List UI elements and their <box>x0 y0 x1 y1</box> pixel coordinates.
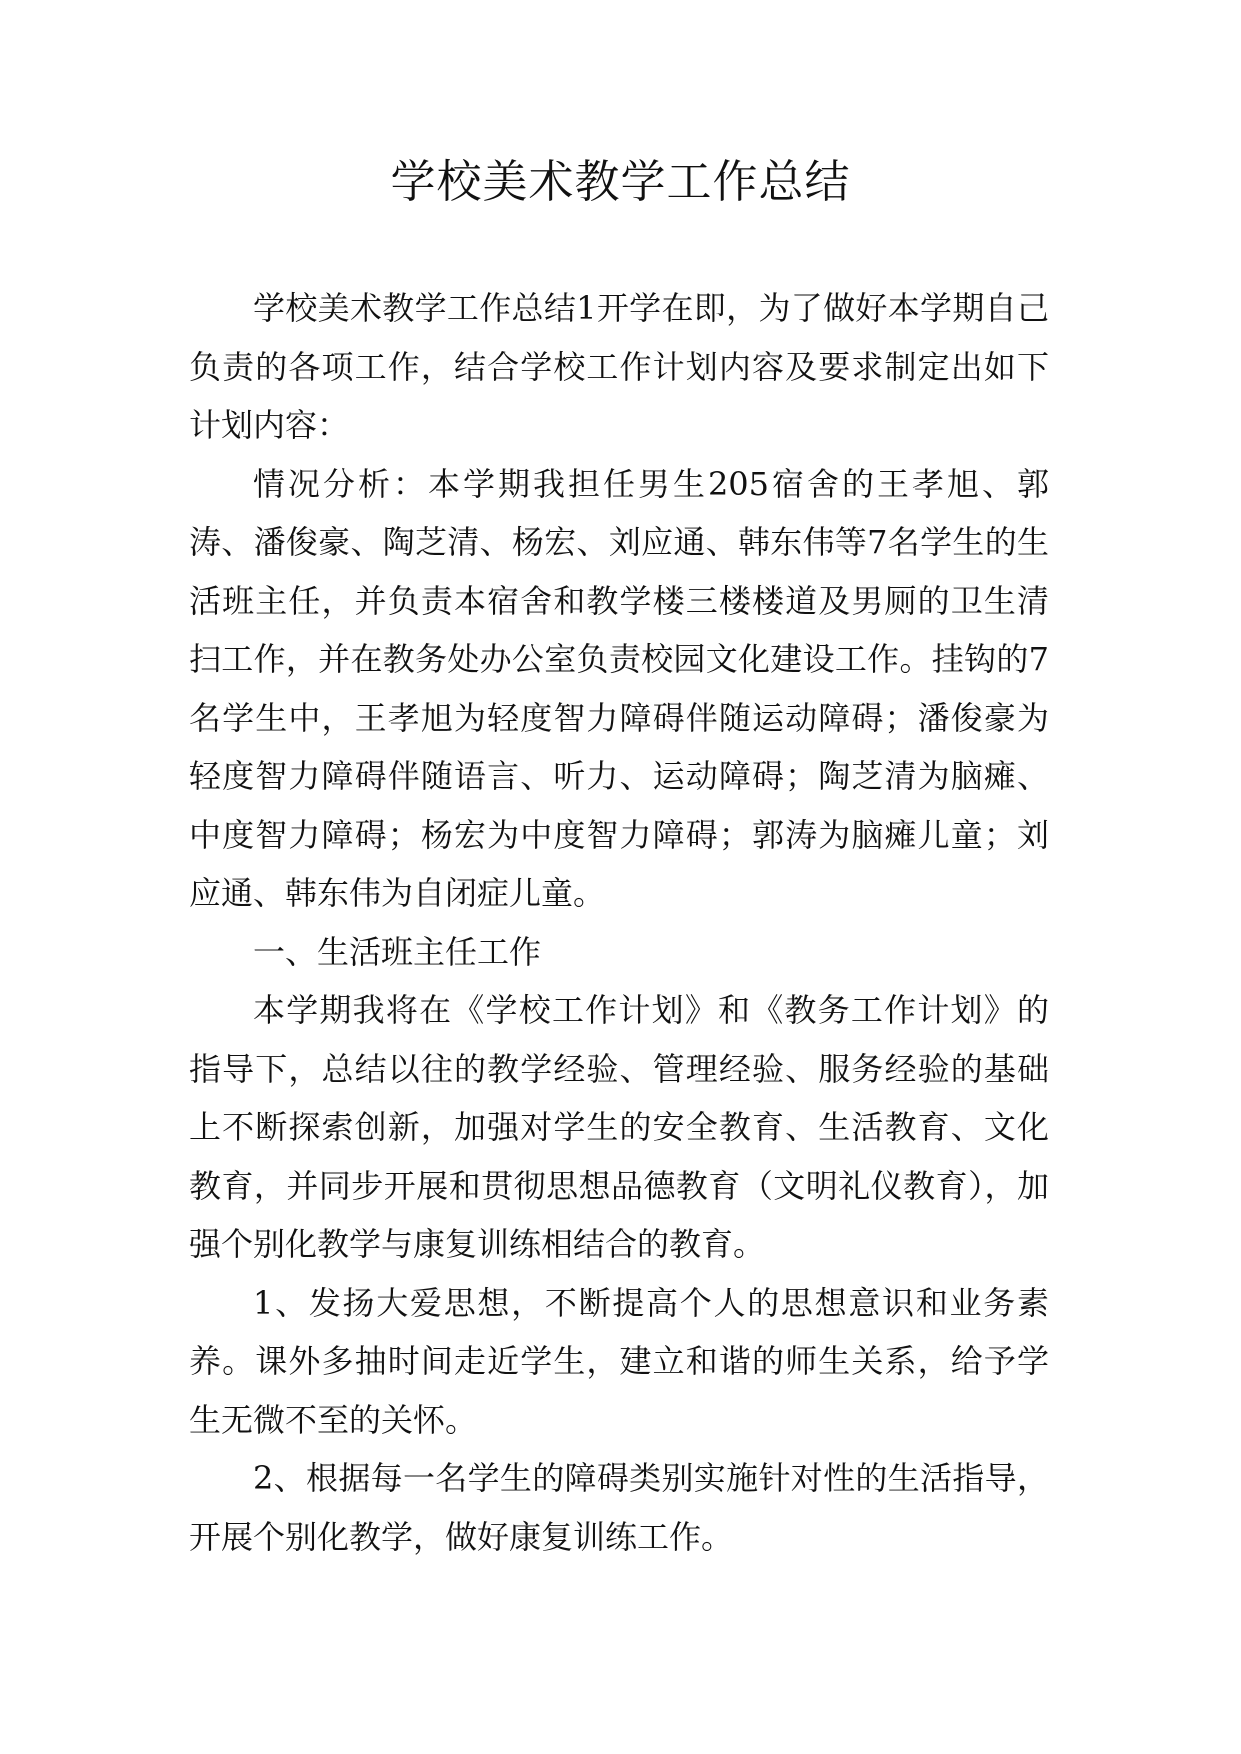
paragraph-situation-analysis: 情况分析：本学期我担任男生205宿舍的王孝旭、郭涛、潘俊豪、陶芝清、杨宏、刘应通、韩东伟等7名学生的生活班主任，并负责本宿舍和教学楼三楼楼道及男厕的卫生清扫工作，并在教务处办公室负责校园文化建设工作。挂钩的7名学生中，王孝旭为轻度智力障碍伴随运动障碍；潘俊豪为轻度智力障碍伴随语言、听力、运动障碍；陶芝清为脑瘫、中度智力障碍；杨宏为中度智力障碍；郭涛为脑瘫儿童；刘应通、韩东伟为自闭症儿童。 <box>189 464 1049 912</box>
document-body <box>189 279 1049 1566</box>
paragraph-item-1: 1、发扬大爱思想，不断提高个人的思想意识和业务素养。课外多抽时间走近学生，建立和谐的师生关系，给予学生无微不至的关怀。 <box>189 1283 1049 1439</box>
paragraph-item-2: 2、根据每一名学生的障碍类别实施针对性的生活指导，开展个别化教学，做好康复训练工作。 <box>189 1459 1049 1556</box>
section-heading-life-teacher: 一、生活班主任工作 <box>253 932 542 971</box>
document-title: 学校美术教学工作总结 <box>390 155 851 208</box>
paragraph-plan-overview: 本学期我将在《学校工作计划》和《教务工作计划》的指导下，总结以往的教学经验、管理经验、服务经验的基础上不断探索创新，加强对学生的安全教育、生活教育、文化教育，并同步开展和贯彻思想品德教育（文明礼仪教育），加强个别化教学与康复训练相结合的教育。 <box>189 991 1049 1263</box>
paragraph-intro: 学校美术教学工作总结1开学在即，为了做好本学期自己负责的各项工作，结合学校工作计划内容及要求制定出如下计划内容： <box>189 289 1049 444</box>
